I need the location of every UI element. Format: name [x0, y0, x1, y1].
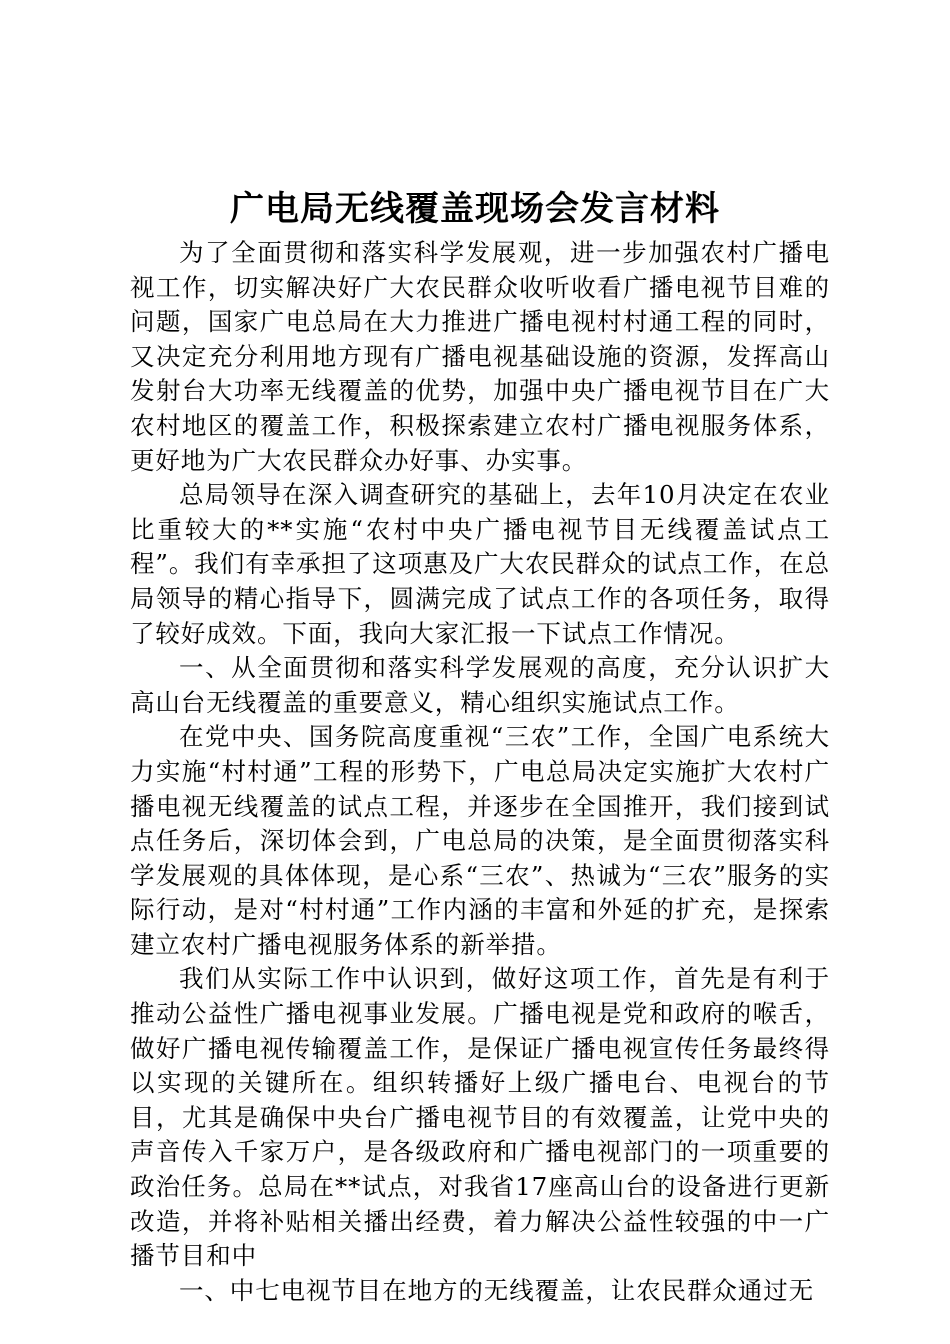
paragraph-4: 在党中央、国务院高度重视“三农”工作，全国广电系统大力实施“村村通”工程的形势下，广电总局决定实施扩大农村广播电视无线覆盖的试点工程，并逐步在全国推开，我们接到试点任务后，深切体会到，广电总局的决策，是全面贯彻落实科学发展观的具体体现，是心系“三农”、热诚为“三农”服务的实际行动，是对“村村通”工作内涵的丰富和外延的扩充，是探索建立农村广播电视服务体系的新举措。 [130, 722, 830, 959]
document-body [130, 236, 830, 1308]
paragraph-3-section-heading: 一、从全面贯彻和落实科学发展观的高度，充分认识扩大高山台无线覆盖的重要意义，精心组织实施试点工作。 [130, 653, 830, 717]
paragraph-5: 我们从实际工作中认识到，做好这项工作，首先是有利于推动公益性广播电视事业发展。广播电视是党和政府的喉舌，做好广播电视传输覆盖工作，是保证广播电视宣传任务最终得以实现的关键所在。组织转播好上级广播电台、电视台的节目，尤其是确保中央台广播电视节目的有效覆盖，让党中央的声音传入千家万户，是各级政府和广播电视部门的一项重要的政治任务。总局在**试点，对我省17座高山台的设备进行更新改造，并将补贴相关播出经费，着力解决公益性较强的中一广播节目和中 [130, 964, 830, 1271]
paragraph-1: 为了全面贯彻和落实科学发展观，进一步加强农村广播电视工作，切实解决好广大农民群众收听收看广播电视节目难的问题，国家广电总局在大力推进广播电视村村通工程的同时，又决定充分利用地方现有广播电视基础设施的资源，发挥高山发射台大功率无线覆盖的优势，加强中央广播电视节目在广大农村地区的覆盖工作，积极探索建立农村广播电视服务体系，更好地为广大农民群众办好事、办实事。 [130, 238, 830, 475]
paragraph-2: 总局领导在深入调查研究的基础上，去年10月决定在农业比重较大的**实施“农村中央广播电视节目无线覆盖试点工程”。我们有幸承担了这项惠及广大农民群众的试点工作，在总局领导的精心指导下，圆满完成了试点工作的各项任务，取得了较好成效。下面，我向大家汇报一下试点工作情况。 [130, 480, 830, 648]
document-title: 广电局无线覆盖现场会发言材料 [230, 189, 720, 229]
paragraph-6: 一、中七电视节目在地方的无线覆盖，让农民群众通过无 [179, 1275, 814, 1305]
